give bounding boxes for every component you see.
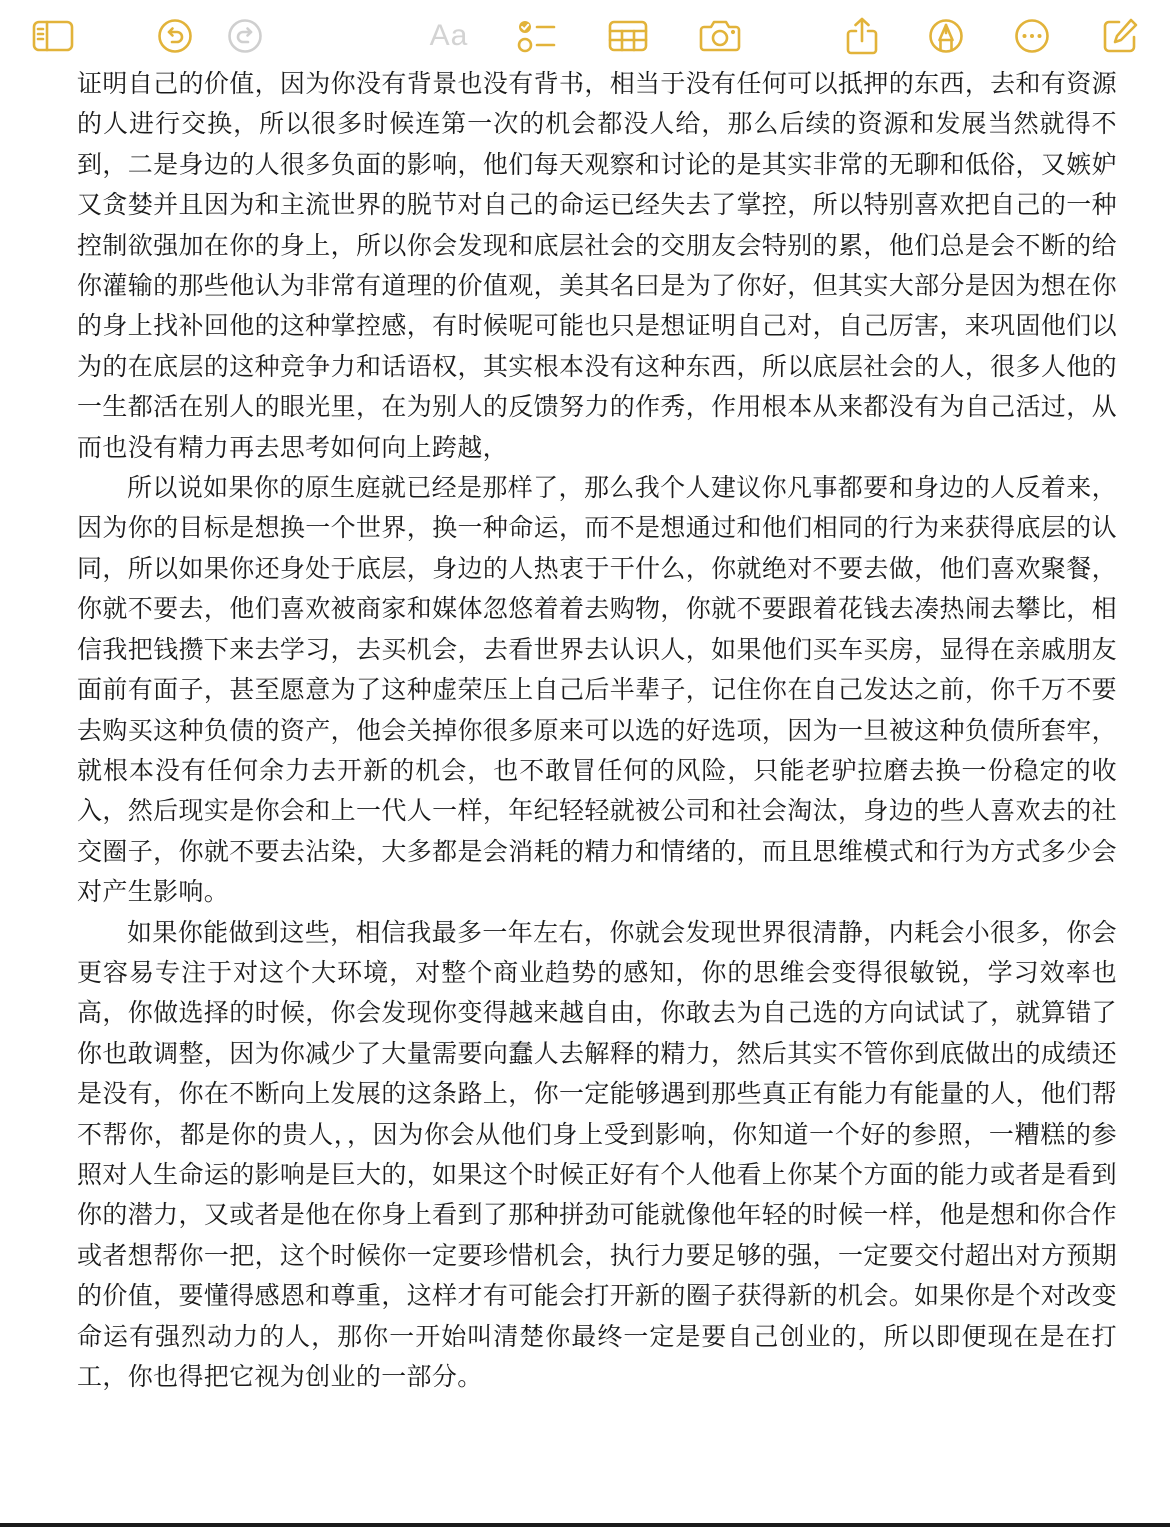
- table-button[interactable]: [606, 14, 650, 58]
- checklist-icon: [516, 18, 556, 54]
- sidebar-toggle-button[interactable]: [31, 14, 75, 58]
- more-icon: [1014, 18, 1050, 54]
- more-button[interactable]: [1010, 14, 1054, 58]
- sidebar-icon: [32, 20, 74, 52]
- redo-icon: [227, 18, 263, 54]
- markup-pen-icon: [928, 18, 964, 54]
- note-paragraph: 所以说如果你的原生庭就已经是那样了，那么我个人建议你凡事都要和身边的人反着来，因为你的目标是想换一个世界，换一种命运，而不是想通过和他们相同的行为来获得底层的认同，所以如果你还身处于底层，身边的人热衷于干什么，你就绝对不要去做，他们喜欢聚餐，你就不要去，他们喜欢被商家和媒体忽悠着着去购物，你就不要跟着花钱去凑热闹去攀比，相信我把钱攒下来去学习，去买机会，去看世界去认识人，如果他们买车买房，显得在亲戚朋友面前有面子，甚至愿意为了这种虚荣压上自己后半辈子，记住你在自己发达之前，你千万不要去购买这种负债的资产，他会关掉你很多原来可以选的好选项，因为一旦被这种负债所套牢，就根本没有任何余力去开新的机会，也不敢冒任何的风险，只能老驴拉磨去换一份稳定的收入，然后现实是你会和上一代人一样，年纪轻轻就被公司和社会淘汰，身边的些人喜欢去的社交圈子，你就不要去沾染，大多都是会消耗的精力和情绪的，而且思维模式和行为方式多少会对产生影响。: [77, 473, 1117, 907]
- markup-button[interactable]: [924, 14, 968, 58]
- camera-icon: [699, 19, 741, 53]
- toolbar: [0, 0, 1170, 70]
- note-body[interactable]: [77, 64, 1117, 1397]
- checklist-button[interactable]: [514, 14, 558, 58]
- share-icon: [844, 16, 880, 56]
- undo-button[interactable]: [153, 14, 197, 58]
- undo-icon: [157, 18, 193, 54]
- text-format-icon: Aa: [429, 19, 469, 52]
- redo-button[interactable]: [223, 14, 267, 58]
- camera-button[interactable]: [698, 14, 742, 58]
- note-paragraph: 如果你能做到这些，相信我最多一年左右，你就会发现世界很清静，内耗会小很多，你会更容易专注于对这个大环境，对整个商业趋势的感知，你的思维会变得很敏锐，学习效率也高，你做选择的时候，你会发现你变得越来越自由，你敢去为自己选的方向试试了，就算错了你也敢调整，因为你减少了大量需要向蠢人去解释的精力，然后其实不管你到底做出的成绩还是没有，你在不断向上发展的这条路上，你一定能够遇到那些真正有能力有能量的人，他们帮不帮你，都是你的贵人，，因为你会从他们身上受到影响，你知道一个好的参照，一糟糕的参照对人生命运的影响是巨大的，如果这个时候正好有个人他看上你某个方面的能力或者是看到你的潜力，又或者是他在你身上看到了那种拼劲可能就像他年轻的时候一样，他是想和你合作或者想帮你一把，这个时候你一定要珍惜机会，执行力要足够的强，一定要交付超出对方预期的价值，要懂得感恩和尊重，这样才有可能会打开新的圈子获得新的机会。如果你是个对改变命运有强烈动力的人，那你一开始叫清楚你最终一定是要自己创业的，所以即便现在是在打工，你也得把它视为创业的一部分。: [77, 917, 1117, 1391]
- bottom-divider: [0, 1523, 1170, 1527]
- table-icon: [608, 20, 648, 52]
- compose-button[interactable]: [1098, 14, 1142, 58]
- note-paragraph: 证明自己的价值，因为你没有背景也没有背书，相当于没有任何可以抵押的东西，去和有资源的人进行交换，所以很多时候连第一次的机会都没人给，那么后续的资源和发展当然就得不到，二是身边的人很多负面的影响，他们每天观察和讨论的是其实非常的无聊和低俗，又嫉妒又贪婪并且因为和主流世界的脱节对自己的命运已经失去了掌控，所以特别喜欢把自己的一种控制欲强加在你的身上，所以你会发现和底层社会的交朋友会特别的累，他们总是会不断的给你灌输的那些他认为非常有道理的价值观，美其名曰是为了你好，但其实大部分是因为想在你的身上找补回他的这种掌控感，有时候呢可能也只是想证明自己对，自己厉害，来巩固他们以为的在底层的这种竞争力和话语权，其实根本没有这种东西，所以底层社会的人，很多人他的一生都活在别人的眼光里，在为别人的反馈努力的作秀，作用根本从来都没有为自己活过，从而也没有精力再去思考如何向上跨越，: [77, 69, 1117, 462]
- compose-icon: [1101, 17, 1139, 55]
- share-button[interactable]: [840, 14, 884, 58]
- text-format-button[interactable]: [424, 14, 474, 58]
